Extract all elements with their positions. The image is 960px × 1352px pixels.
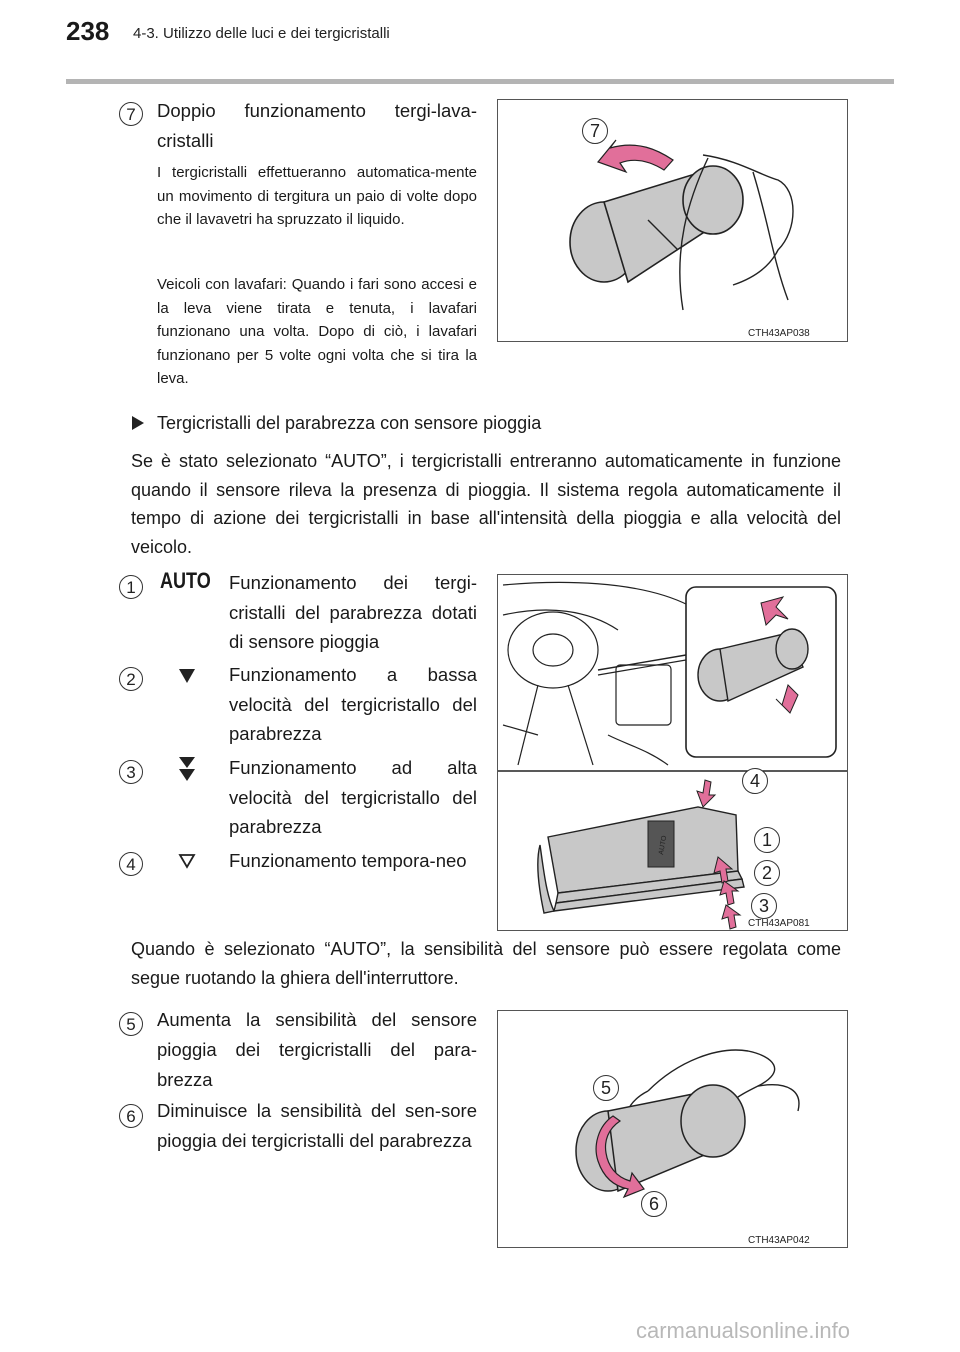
callout-badge-2: 2 — [119, 667, 143, 691]
section-pointer-icon — [131, 415, 149, 433]
callout-badge-4: 4 — [119, 852, 143, 876]
lever-pull-illustration — [498, 100, 848, 342]
callout-badge-3: 3 — [119, 760, 143, 784]
figure3-callout-5: 5 — [593, 1075, 619, 1101]
figure2-callout-3: 3 — [751, 893, 777, 919]
watermark: carmanualsonline.info — [636, 1318, 851, 1343]
dial-rotation-illustration — [498, 1011, 848, 1248]
item7-paragraph-2: Veicoli con lavafari: Quando i fari sono accesi e la leva viene tirata e tenuta, i lavafari funzionano una volta. Dopo di ciò, i lavafari funzionano per 5 volte ogni volta che si tira la leva. — [157, 276, 477, 387]
high-speed-double-triangle-icon — [178, 756, 196, 787]
dashboard-and-switch-illustration — [498, 575, 848, 931]
low-speed-triangle-icon — [178, 668, 196, 689]
figure1-callout-7: 7 — [582, 118, 608, 144]
item7-paragraph-1: I tergicristalli effettueranno automatica-mente un movimento di tergitura un paio di volte dopo che il lavavetri ha spruzzato il liquido. — [157, 164, 477, 228]
figure2-callout-4: 4 — [742, 768, 768, 794]
auto-symbol: AUTO — [160, 568, 211, 593]
figure2-callout-1: 1 — [754, 827, 780, 853]
figure-wiper-lever-pull — [497, 99, 848, 342]
mode-3-text: Funzionamento ad alta velocità del tergicristallo del parabrezza — [229, 757, 477, 837]
figure-sensitivity-dial — [497, 1010, 848, 1248]
switch-auto-label: AUTO — [658, 835, 669, 856]
callout-badge-7: 7 — [119, 102, 143, 126]
figure1-code: CTH43AP038 — [748, 328, 810, 339]
item7-title: Doppio funzionamento tergi-lava-cristalli — [157, 100, 477, 151]
callout-badge-6: 6 — [119, 1104, 143, 1128]
rain-section-intro: Se è stato selezionato “AUTO”, i tergicristalli entreranno automaticamente in funzione quando il sensore rileva la presenza di pioggia. Il sistema regola automaticamente il tempo di azione dei tergicristalli in base all'intensità della pioggia e alla velocità del veicolo. — [131, 451, 841, 557]
mode-1-text: Funzionamento dei tergi-cristalli del parabrezza dotati di sensore pioggia — [229, 572, 477, 652]
header-rule — [66, 79, 894, 84]
figure2-callout-2: 2 — [754, 860, 780, 886]
callout-badge-1: 1 — [119, 575, 143, 599]
page-number: 238 — [66, 16, 110, 46]
figure-rain-sensor-switch — [497, 574, 848, 931]
figure3-callout-6: 6 — [641, 1191, 667, 1217]
sensitivity-intro: Quando è selezionato “AUTO”, la sensibilità del sensore può essere regolata come segue ruotando la ghiera dell'interruttore. — [131, 939, 841, 988]
mist-outline-triangle-icon — [178, 853, 196, 874]
figure2-code: CTH43AP081 — [748, 918, 810, 929]
figure3-code: CTH43AP042 — [748, 1235, 810, 1246]
mode-2-text: Funzionamento a bassa velocità del tergicristallo del parabrezza — [229, 664, 477, 744]
section-title: 4-3. Utilizzo delle luci e dei tergicristalli — [133, 25, 390, 42]
sensitivity-decrease-text: Diminuisce la sensibilità del sen-sore pioggia dei tergicristalli del parabrezza — [157, 1100, 477, 1151]
rain-section-heading: Tergicristalli del parabrezza con sensore pioggia — [157, 413, 542, 433]
pull-arrow-icon — [598, 140, 673, 172]
mode-4-text: Funzionamento tempora-neo — [229, 850, 467, 871]
sensitivity-increase-text: Aumenta la sensibilità del sensore pioggia dei tergicristalli del para-brezza — [157, 1009, 477, 1090]
callout-badge-5: 5 — [119, 1012, 143, 1036]
